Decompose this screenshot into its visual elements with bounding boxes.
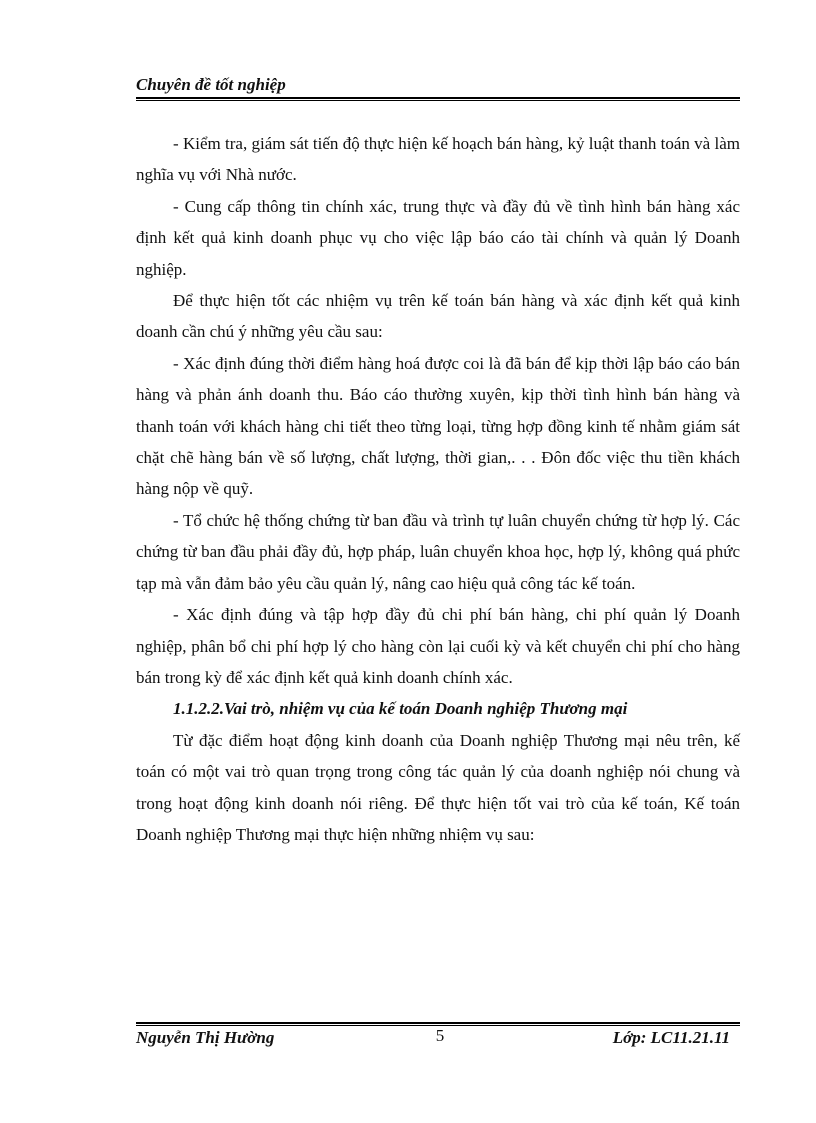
body-paragraph: - Kiểm tra, giám sát tiến độ thực hiện kế hoạch bán hàng, kỷ luật thanh toán và làm nghĩa vụ với Nhà nước. — [136, 134, 740, 185]
section-heading: 1.1.2.2.Vai trò, nhiệm vụ của kế toán Doanh nghiệp Thương mại — [173, 699, 628, 719]
footer-divider — [136, 1022, 740, 1024]
body-paragraph: - Cung cấp thông tin chính xác, trung thực và đầy đủ về tình hình bán hàng xác định kết quả kinh doanh phục vụ cho việc lập báo cáo tài chính và quản lý Doanh nghiệp. — [136, 196, 740, 279]
header-divider-thin — [136, 100, 740, 101]
body-paragraph: - Tổ chức hệ thống chứng từ ban đầu và trình tự luân chuyển chứng từ hợp lý. Các chứng từ ban đầu phải đầy đủ, hợp pháp, luân chuyển khoa học, hợp lý, không quá phức tạp mà vẫn đảm bảo yêu cầu quản lý, nâng cao hiệu quả công tác kế toán. — [136, 510, 740, 593]
page-body — [136, 128, 740, 850]
body-paragraph: Để thực hiện tốt các nhiệm vụ trên kế toán bán hàng và xác định kết quả kinh doanh cần chú ý những yêu cầu sau: — [136, 291, 740, 342]
body-paragraph: - Xác định đúng và tập hợp đầy đủ chi phí bán hàng, chi phí quản lý Doanh nghiệp, phân bổ chi phí hợp lý cho hàng còn lại cuối kỳ và kết chuyển chi phí cho hàng bán trong kỳ để xác định kết quả kinh doanh chính xác. — [136, 605, 740, 687]
body-paragraph: - Xác định đúng thời điểm hàng hoá được coi là đã bán để kịp thời lập báo cáo bán hàng và phản ánh doanh thu. Báo cáo thường xuyên, kịp thời tình hình bán hàng và thanh toán với khách hàng chi tiết theo từng loại, từng hợp đồng kinh tế nhằm giám sát chặt chẽ hàng bán về số lượng, chất lượng, thời gian,. . . Đôn đốc việc thu tiền khách hàng nộp về quỹ. — [136, 353, 740, 499]
page-number: 5 — [435, 1026, 445, 1045]
footer-author: Nguyễn Thị Hường — [136, 1028, 275, 1047]
page-header — [136, 74, 740, 96]
document-title: Chuyên đề tốt nghiệp — [136, 75, 286, 94]
header-divider — [136, 97, 740, 99]
body-paragraph: Từ đặc điểm hoạt động kinh doanh của Doanh nghiệp Thương mại nêu trên, kế toán có một vai trò quan trọng trong công tác quản lý của doanh nghiệp nói chung và trong hoạt động kinh doanh nói riêng. Để thực hiện tốt vai trò của kế toán, Kế toán Doanh nghiệp Thương mại thực hiện những nhiệm vụ sau: — [136, 730, 740, 844]
footer-class: Lớp: LC11.21.11 — [612, 1028, 730, 1047]
